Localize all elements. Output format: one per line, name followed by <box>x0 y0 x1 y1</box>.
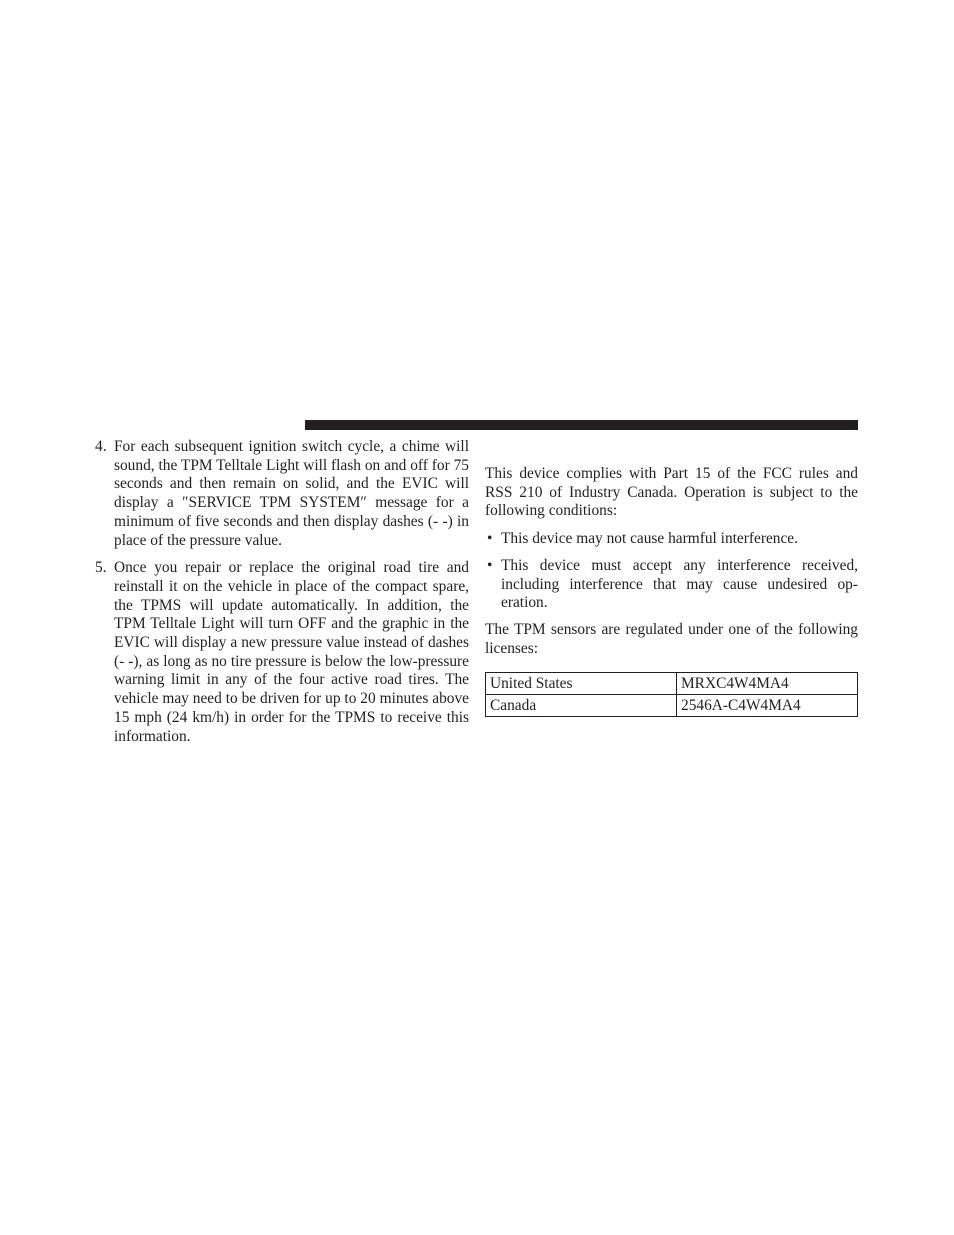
bullet-icon: • <box>487 530 493 548</box>
list-item-5 <box>95 559 469 746</box>
table-row <box>486 673 858 695</box>
bullet-text: This device must accept any interference received, including interference that may cause undesired operation. <box>501 556 858 612</box>
licenses-paragraph: The TPM sensors are regulated under one of the following licenses: <box>485 620 858 657</box>
list-item-number: 4. <box>95 438 107 455</box>
table-cell-country: United States <box>486 673 677 695</box>
left-column <box>95 438 469 755</box>
header-rule <box>305 420 858 430</box>
bullet-icon: • <box>487 556 493 574</box>
right-column <box>485 465 858 717</box>
list-item-text: For each subsequent ignition switch cycle, a chime will sound, the TPM Telltale Light will flash on and off for 75 seconds and then remain on solid, and the EVIC will display a ″SERVICE TPM SYSTEM″ message for a minimum of five seconds and then display dashes (- -) in place of the pressure value. <box>114 438 469 549</box>
licenses-table <box>485 672 858 717</box>
table-row <box>486 695 858 717</box>
bullet-item <box>485 557 858 613</box>
table-cell-country: Canada <box>486 695 677 717</box>
list-item-4 <box>95 438 469 550</box>
bullet-item <box>485 530 858 549</box>
list-item-text: Once you repair or replace the original road tire and reinstall it on the vehicle in place of the compact spare, the TPMS will update automatically. In addition, the TPM Telltale Light will turn OFF and the graphic in the EVIC will display a new pressure value instead of dashes (- -), as long as no tire pressure is below the low-pressure warning limit in any of the four active road tires. The vehicle may need to be driven for up to 20 minutes above 15 mph (24 km/h) in order for the TPMS to receive this information. <box>114 559 469 745</box>
compliance-paragraph: This device complies with Part 15 of the FCC rules and RSS 210 of Industry Canada. Operation is subject to the following conditions: <box>485 465 858 520</box>
table-cell-license: 2546A-C4W4MA4 <box>677 695 858 717</box>
bullet-text: This device may not cause harmful interference. <box>501 530 798 548</box>
table-cell-license: MRXC4W4MA4 <box>677 673 858 695</box>
list-item-number: 5. <box>95 559 107 577</box>
